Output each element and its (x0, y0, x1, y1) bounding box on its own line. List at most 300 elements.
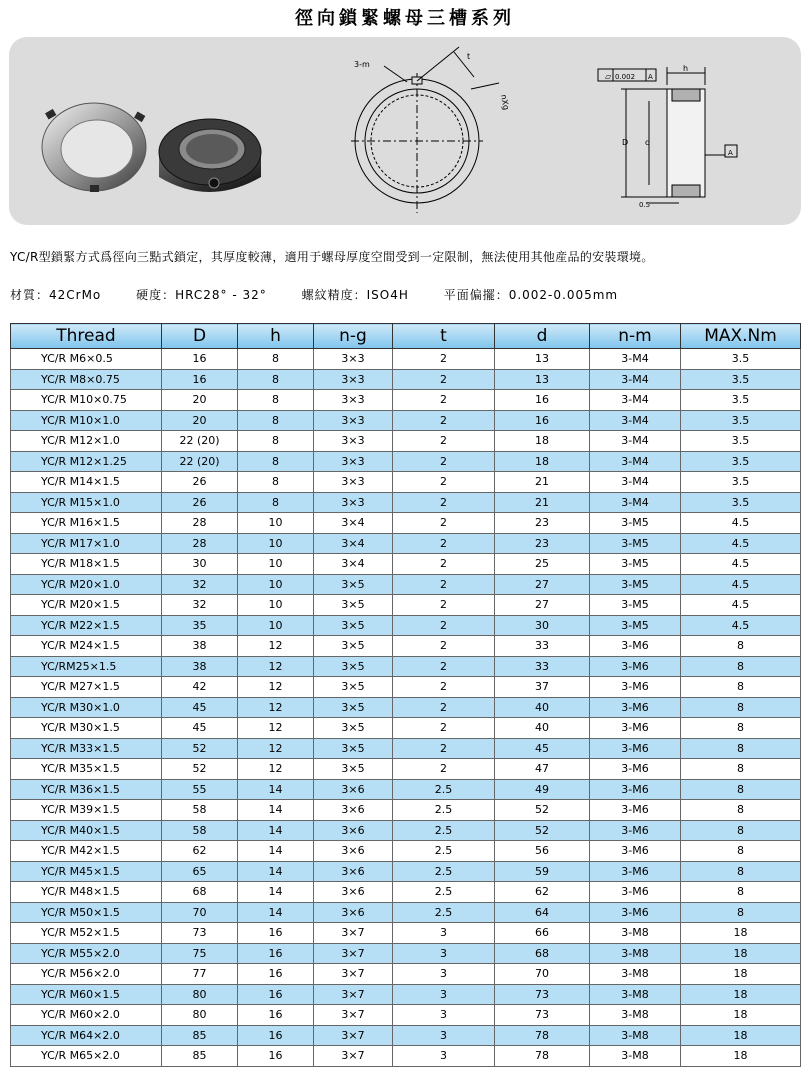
table-row (11, 492, 801, 513)
table-cell: 3-M8 (590, 923, 681, 944)
table-cell: 12 (238, 656, 314, 677)
table-cell: 3×3 (314, 349, 393, 370)
table-cell: 73 (495, 1005, 590, 1026)
table-cell: 14 (238, 820, 314, 841)
table-cell: 3-M8 (590, 1025, 681, 1046)
table-cell: 3×6 (314, 841, 393, 862)
table-cell: YC/RM25×1.5 (11, 656, 162, 677)
table-row (11, 1025, 801, 1046)
table-cell: 3.5 (681, 431, 801, 452)
table-cell: 12 (238, 677, 314, 698)
header-thread: Thread (11, 324, 162, 349)
table-row (11, 574, 801, 595)
table-cell: 3 (393, 1046, 495, 1067)
table-cell: 8 (238, 431, 314, 452)
table-row (11, 984, 801, 1005)
table-cell: 23 (495, 533, 590, 554)
silver-nut-photo (42, 103, 146, 192)
table-cell: 2 (393, 554, 495, 575)
table-cell: 10 (238, 615, 314, 636)
table-cell: 3-M6 (590, 800, 681, 821)
table-cell: 3-M4 (590, 410, 681, 431)
D-label: D (622, 138, 629, 147)
table-cell: 14 (238, 861, 314, 882)
table-cell: YC/R M27×1.5 (11, 677, 162, 698)
spec-line (10, 286, 648, 303)
table-cell: 47 (495, 759, 590, 780)
table-cell: 68 (495, 943, 590, 964)
table-cell: YC/R M20×1.0 (11, 574, 162, 595)
table-cell: 3×5 (314, 738, 393, 759)
table-cell: 12 (238, 759, 314, 780)
table-cell: 3-M8 (590, 943, 681, 964)
technical-drawings (9, 37, 801, 225)
table-row (11, 677, 801, 698)
table-cell: 4.5 (681, 533, 801, 554)
table-cell: 78 (495, 1025, 590, 1046)
table-cell: 33 (495, 656, 590, 677)
table-cell: 3 (393, 984, 495, 1005)
header-max-nm: MAX.Nm (681, 324, 801, 349)
table-cell: 16 (495, 410, 590, 431)
table-cell: 8 (681, 759, 801, 780)
table-cell: YC/R M50×1.5 (11, 902, 162, 923)
table-cell: 2 (393, 697, 495, 718)
table-cell: 3.5 (681, 492, 801, 513)
table-cell: 8 (681, 902, 801, 923)
table-cell: 3×6 (314, 820, 393, 841)
table-cell: 3-M8 (590, 964, 681, 985)
table-cell: 14 (238, 841, 314, 862)
table-row (11, 410, 801, 431)
table-cell: 2 (393, 718, 495, 739)
table-cell: 3×5 (314, 656, 393, 677)
table-cell: 38 (162, 636, 238, 657)
table-row (11, 779, 801, 800)
table-cell: 2 (393, 349, 495, 370)
table-cell: 8 (681, 677, 801, 698)
table-cell: 12 (238, 738, 314, 759)
table-row (11, 615, 801, 636)
table-cell: YC/R M48×1.5 (11, 882, 162, 903)
table-cell: 56 (495, 841, 590, 862)
table-cell: 3×6 (314, 902, 393, 923)
table-cell: 3 (393, 1025, 495, 1046)
table-cell: 2 (393, 677, 495, 698)
table-cell: 2.5 (393, 882, 495, 903)
table-cell: 26 (162, 492, 238, 513)
table-row (11, 431, 801, 452)
table-cell: 45 (495, 738, 590, 759)
table-row (11, 349, 801, 370)
table-cell: 8 (681, 697, 801, 718)
table-cell: 3×4 (314, 533, 393, 554)
table-cell: 32 (162, 595, 238, 616)
table-cell: YC/R M35×1.5 (11, 759, 162, 780)
table-cell: 10 (238, 513, 314, 534)
table-cell: YC/R M6×0.5 (11, 349, 162, 370)
table-cell: 8 (681, 841, 801, 862)
table-cell: 10 (238, 533, 314, 554)
table-cell: 3×6 (314, 861, 393, 882)
table-cell: 45 (162, 697, 238, 718)
table-cell: 3-M6 (590, 779, 681, 800)
table-cell: 14 (238, 882, 314, 903)
table-cell: YC/R M30×1.5 (11, 718, 162, 739)
table-cell: 3-M6 (590, 882, 681, 903)
table-cell: 70 (495, 964, 590, 985)
table-cell: YC/R M33×1.5 (11, 738, 162, 759)
table-cell: 49 (495, 779, 590, 800)
material-spec: 材質：42CrMo (10, 288, 102, 302)
table-cell: 3×4 (314, 554, 393, 575)
table-cell: 4.5 (681, 554, 801, 575)
table-cell: 73 (495, 984, 590, 1005)
table-cell: 3-M6 (590, 636, 681, 657)
table-cell: 26 (162, 472, 238, 493)
table-row (11, 533, 801, 554)
table-cell: 3-M6 (590, 861, 681, 882)
header-n-m: n-m (590, 324, 681, 349)
table-cell: 3-M4 (590, 390, 681, 411)
nxg-label: nXg (499, 93, 511, 111)
table-cell: YC/R M12×1.0 (11, 431, 162, 452)
table-cell: 27 (495, 574, 590, 595)
front-view-drawing (351, 47, 499, 213)
table-cell: 3×3 (314, 472, 393, 493)
slot-label: 3-m (354, 60, 370, 69)
table-cell: 8 (681, 718, 801, 739)
table-cell: 8 (238, 349, 314, 370)
table-cell: 22 (20) (162, 451, 238, 472)
table-cell: 66 (495, 923, 590, 944)
table-cell: 3×3 (314, 390, 393, 411)
table-cell: 18 (681, 923, 801, 944)
section-view-drawing (598, 67, 737, 203)
table-cell: 30 (162, 554, 238, 575)
table-cell: 3 (393, 1005, 495, 1026)
table-cell: 18 (681, 964, 801, 985)
table-cell: 2 (393, 738, 495, 759)
table-cell: 13 (495, 349, 590, 370)
table-cell: 8 (238, 451, 314, 472)
table-cell: 3-M8 (590, 1005, 681, 1026)
table-cell: 3×5 (314, 595, 393, 616)
table-cell: 3×4 (314, 513, 393, 534)
table-cell: 2 (393, 410, 495, 431)
table-header-row (11, 324, 801, 349)
table-cell: 3 (393, 943, 495, 964)
table-cell: 3-M5 (590, 513, 681, 534)
table-cell: 13 (495, 369, 590, 390)
table-row (11, 882, 801, 903)
black-nut-photo (159, 119, 261, 192)
table-cell: 3-M5 (590, 533, 681, 554)
table-cell: 21 (495, 492, 590, 513)
table-cell: 3 (393, 923, 495, 944)
table-cell: 3.5 (681, 410, 801, 431)
header-d: d (495, 324, 590, 349)
table-cell: 3-M4 (590, 431, 681, 452)
table-cell: 59 (495, 861, 590, 882)
table-cell: 3-M5 (590, 595, 681, 616)
table-cell: 3-M4 (590, 349, 681, 370)
table-cell: 3×6 (314, 882, 393, 903)
table-cell: 78 (495, 1046, 590, 1067)
table-cell: 45 (162, 718, 238, 739)
table-cell: YC/R M40×1.5 (11, 820, 162, 841)
datum2-label: A (728, 149, 733, 157)
table-cell: 16 (495, 390, 590, 411)
table-row (11, 369, 801, 390)
table-cell: YC/R M12×1.25 (11, 451, 162, 472)
table-cell: 20 (162, 410, 238, 431)
table-row (11, 1005, 801, 1026)
table-cell: 21 (495, 472, 590, 493)
table-cell: 52 (495, 820, 590, 841)
table-cell: YC/R M8×0.75 (11, 369, 162, 390)
product-banner (9, 37, 801, 225)
table-cell: 3×5 (314, 718, 393, 739)
table-cell: 3-M6 (590, 820, 681, 841)
table-row (11, 759, 801, 780)
table-cell: 14 (238, 902, 314, 923)
table-row (11, 451, 801, 472)
table-cell: 2.5 (393, 902, 495, 923)
table-cell: 33 (495, 636, 590, 657)
table-cell: 3.5 (681, 369, 801, 390)
table-cell: 2 (393, 533, 495, 554)
table-cell: 2 (393, 636, 495, 657)
table-row (11, 513, 801, 534)
d-label: d (645, 138, 651, 147)
table-cell: 8 (238, 369, 314, 390)
table-cell: 22 (20) (162, 431, 238, 452)
table-cell: YC/R M15×1.0 (11, 492, 162, 513)
table-cell: YC/R M17×1.0 (11, 533, 162, 554)
table-cell: 3×7 (314, 964, 393, 985)
table-cell: 2 (393, 451, 495, 472)
table-cell: 14 (238, 800, 314, 821)
table-row (11, 554, 801, 575)
table-row (11, 1046, 801, 1067)
header-n-g: n-g (314, 324, 393, 349)
table-row (11, 861, 801, 882)
table-cell: 40 (495, 697, 590, 718)
hardness-spec: 硬度：HRC28° - 32° (136, 288, 267, 302)
table-cell: 3-M5 (590, 554, 681, 575)
table-cell: 16 (162, 369, 238, 390)
table-cell: 18 (495, 451, 590, 472)
table-cell: 27 (495, 595, 590, 616)
table-cell: 18 (681, 1025, 801, 1046)
table-cell: 32 (162, 574, 238, 595)
table-cell: 2 (393, 595, 495, 616)
table-cell: YC/R M56×2.0 (11, 964, 162, 985)
table-cell: 3-M5 (590, 574, 681, 595)
table-cell: 18 (681, 943, 801, 964)
table-cell: 3×5 (314, 677, 393, 698)
header-D: D (162, 324, 238, 349)
table-cell: YC/R M10×1.0 (11, 410, 162, 431)
table-cell: YC/R M16×1.5 (11, 513, 162, 534)
table-cell: 65 (162, 861, 238, 882)
table-cell: 3×5 (314, 636, 393, 657)
table-cell: 8 (238, 492, 314, 513)
table-cell: 12 (238, 636, 314, 657)
table-cell: 75 (162, 943, 238, 964)
header-h: h (238, 324, 314, 349)
table-cell: 16 (238, 1005, 314, 1026)
table-cell: 3-M5 (590, 615, 681, 636)
table-cell: YC/R M10×0.75 (11, 390, 162, 411)
table-cell: 3×7 (314, 943, 393, 964)
table-cell: 2 (393, 759, 495, 780)
table-cell: 2.5 (393, 861, 495, 882)
table-cell: 8 (681, 636, 801, 657)
table-cell: 30 (495, 615, 590, 636)
table-row (11, 923, 801, 944)
thread-precision-spec: 螺紋精度：ISO4H (301, 288, 409, 302)
table-cell: 3.5 (681, 472, 801, 493)
table-cell: 12 (238, 718, 314, 739)
table-cell: 68 (162, 882, 238, 903)
table-cell: 14 (238, 779, 314, 800)
table-cell: 3×3 (314, 451, 393, 472)
table-cell: 8 (681, 882, 801, 903)
table-cell: 2 (393, 431, 495, 452)
table-cell: 20 (162, 390, 238, 411)
table-cell: 3×5 (314, 574, 393, 595)
table-row (11, 656, 801, 677)
table-cell: YC/R M22×1.5 (11, 615, 162, 636)
table-cell: 2.5 (393, 779, 495, 800)
table-cell: 4.5 (681, 574, 801, 595)
table-cell: 2.5 (393, 820, 495, 841)
table-cell: 2.5 (393, 800, 495, 821)
table-cell: YC/R M60×1.5 (11, 984, 162, 1005)
table-cell: 16 (238, 1046, 314, 1067)
table-cell: 55 (162, 779, 238, 800)
table-cell: 70 (162, 902, 238, 923)
table-row (11, 595, 801, 616)
table-cell: 3-M6 (590, 902, 681, 923)
table-cell: 18 (495, 431, 590, 452)
table-cell: 3×5 (314, 615, 393, 636)
table-cell: 8 (681, 861, 801, 882)
table-cell: 2 (393, 615, 495, 636)
chamfer-label: 0.5 (639, 201, 651, 209)
table-cell: 8 (238, 472, 314, 493)
table-cell: 16 (238, 923, 314, 944)
table-cell: 3×3 (314, 410, 393, 431)
table-cell: 3×5 (314, 697, 393, 718)
datum-label: A (648, 73, 653, 81)
t-label: t (467, 52, 471, 61)
table-cell: YC/R M45×1.5 (11, 861, 162, 882)
table-cell: 40 (495, 718, 590, 739)
table-cell: 10 (238, 574, 314, 595)
table-cell: 3×7 (314, 1005, 393, 1026)
table-cell: 8 (681, 656, 801, 677)
table-cell: 52 (162, 759, 238, 780)
table-cell: YC/R M30×1.0 (11, 697, 162, 718)
table-cell: 12 (238, 697, 314, 718)
table-cell: 3×7 (314, 984, 393, 1005)
table-cell: 16 (238, 1025, 314, 1046)
table-cell: 35 (162, 615, 238, 636)
table-row (11, 943, 801, 964)
table-row (11, 472, 801, 493)
table-cell: 3.5 (681, 390, 801, 411)
table-cell: 52 (162, 738, 238, 759)
table-row (11, 902, 801, 923)
table-cell: 3-M6 (590, 738, 681, 759)
table-cell: YC/R M18×1.5 (11, 554, 162, 575)
table-cell: 80 (162, 1005, 238, 1026)
table-cell: YC/R M52×1.5 (11, 923, 162, 944)
table-cell: 85 (162, 1025, 238, 1046)
tolerance-label: 0.002 (615, 73, 636, 81)
table-cell: 3×7 (314, 923, 393, 944)
table-cell: 25 (495, 554, 590, 575)
table-cell: 4.5 (681, 513, 801, 534)
table-cell: 16 (238, 964, 314, 985)
table-cell: 3 (393, 964, 495, 985)
table-row (11, 390, 801, 411)
spec-table (10, 323, 801, 1067)
table-cell: 2 (393, 492, 495, 513)
table-cell: 16 (162, 349, 238, 370)
table-cell: 16 (238, 984, 314, 1005)
table-row (11, 820, 801, 841)
table-cell: 10 (238, 595, 314, 616)
table-cell: 8 (681, 820, 801, 841)
h-label: h (683, 64, 689, 73)
table-cell: 8 (681, 738, 801, 759)
flatness-spec: 平面偏擺：0.002-0.005mm (443, 288, 619, 302)
table-cell: YC/R M60×2.0 (11, 1005, 162, 1026)
table-cell: 8 (238, 390, 314, 411)
table-cell: 3.5 (681, 451, 801, 472)
table-cell: 38 (162, 656, 238, 677)
table-cell: 23 (495, 513, 590, 534)
table-cell: 85 (162, 1046, 238, 1067)
table-row (11, 738, 801, 759)
table-cell: 3-M4 (590, 472, 681, 493)
table-cell: 3.5 (681, 349, 801, 370)
table-cell: YC/R M36×1.5 (11, 779, 162, 800)
page-title: 徑向鎖緊螺母三槽系列 (295, 8, 515, 29)
table-row (11, 697, 801, 718)
table-cell: 3-M6 (590, 656, 681, 677)
table-cell: 3-M4 (590, 451, 681, 472)
table-cell: 3-M6 (590, 697, 681, 718)
table-cell: 18 (681, 984, 801, 1005)
table-cell: 3-M4 (590, 492, 681, 513)
table-cell: 3×7 (314, 1046, 393, 1067)
table-cell: 3×7 (314, 1025, 393, 1046)
table-cell: 52 (495, 800, 590, 821)
table-cell: 16 (238, 943, 314, 964)
table-cell: 3×6 (314, 800, 393, 821)
table-cell: 2 (393, 369, 495, 390)
table-row (11, 636, 801, 657)
table-cell: 2 (393, 390, 495, 411)
table-cell: 80 (162, 984, 238, 1005)
table-cell: 37 (495, 677, 590, 698)
table-cell: 3×5 (314, 759, 393, 780)
